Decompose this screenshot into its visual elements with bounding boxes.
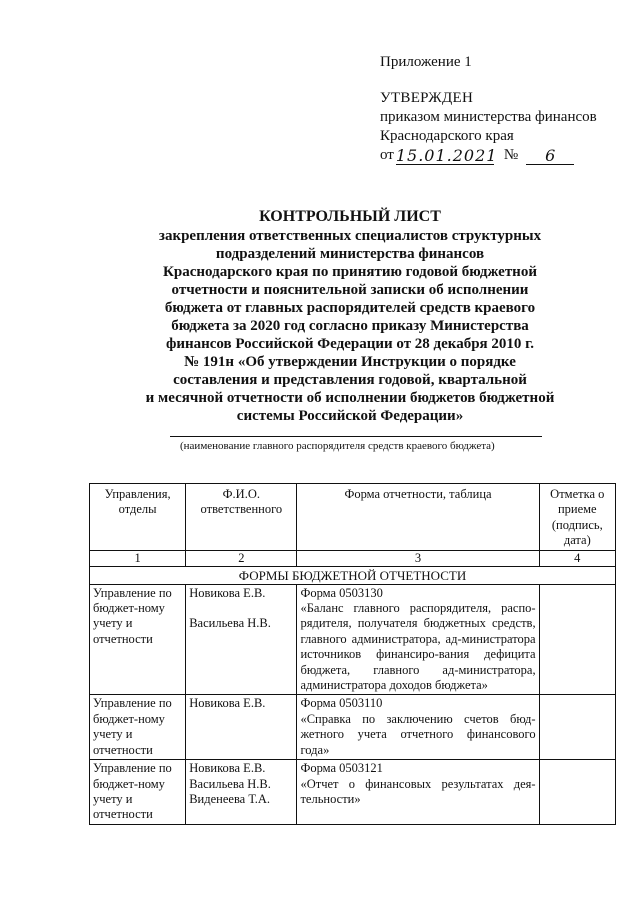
- form-code: Форма 0503130: [300, 585, 383, 600]
- responsible-cell: [186, 584, 297, 695]
- department-cell: Управление по бюджет-ному учету и отчетности: [90, 760, 186, 825]
- form-cell: [297, 584, 539, 695]
- responsible-cell: [186, 760, 297, 825]
- header-acceptance-mark: Отметка о приеме (подпись, дата): [539, 484, 615, 551]
- document-title-block: [120, 208, 580, 425]
- order-line-2: Краснодарского края: [380, 128, 514, 144]
- column-number: 4: [539, 550, 615, 566]
- acceptance-cell: [539, 760, 615, 825]
- header-departments: Управления, отделы: [90, 484, 186, 551]
- control-table: [89, 483, 616, 825]
- responsible-person: Новикова Е.В.: [189, 761, 266, 776]
- appendix-label: Приложение 1: [380, 54, 472, 70]
- form-description: «Справка по заключению счетов бюд-жетного учета отчетного финансового года»: [300, 711, 536, 757]
- department-cell: Управление по бюджет-ному учету и отчетности: [90, 695, 186, 760]
- approval-block: [380, 89, 597, 165]
- header-form: Форма отчетности, таблица: [297, 484, 539, 551]
- department-cell: Управление по бюджет-ному учету и отчетности: [90, 584, 186, 695]
- from-prefix: от: [380, 147, 394, 163]
- document-title: КОНТРОЛЬНЫЙ ЛИСТ: [259, 208, 441, 225]
- order-reference: [380, 146, 597, 165]
- approved-label: УТВЕРЖДЕН: [380, 90, 474, 106]
- table-row: [90, 695, 616, 760]
- responsible-cell: [186, 695, 297, 760]
- responsible-person: Васильева Н.В.: [189, 776, 271, 791]
- acceptance-cell: [539, 584, 615, 695]
- fill-in-caption: (наименование главного распорядителя средств краевого бюджета): [180, 440, 495, 452]
- responsible-person: Виденеева Т.А.: [189, 791, 271, 806]
- handwritten-date: 15.01.2021: [395, 146, 498, 165]
- table-row: [90, 760, 616, 825]
- fill-in-line: [170, 436, 542, 437]
- table-row: [90, 584, 616, 695]
- acceptance-cell: [539, 695, 615, 760]
- responsible-person: Новикова Е.В.: [189, 696, 266, 711]
- handwritten-number: 6: [526, 147, 574, 165]
- responsible-person: Новикова Е.В.: [189, 585, 266, 600]
- form-cell: [297, 760, 539, 825]
- section-row: [90, 566, 616, 584]
- form-code: Форма 0503110: [300, 696, 383, 711]
- form-description: «Баланс главного распорядителя, распо-рядителя, получателя бюджетных средств, главного администратора, ад-министратора источников финансиро-вания дефицита бюджета, главного ад-министратора, администратора доходов бюджета»: [300, 601, 536, 693]
- form-code: Форма 0503121: [300, 761, 383, 776]
- number-sign: №: [503, 147, 519, 163]
- table-header-row: [90, 484, 616, 551]
- form-cell: [297, 695, 539, 760]
- column-number: 3: [297, 550, 539, 566]
- column-number-row: [90, 550, 616, 566]
- column-number: 2: [186, 550, 297, 566]
- section-title: ФОРМЫ БЮДЖЕТНОЙ ОТЧЕТНОСТИ: [90, 566, 616, 584]
- document-subtitle: закрепления ответственных специалистов структурных подразделений министерства финансов Краснодарского края по принятию годовой бюджетной отчетности и пояснительной записки об исполнении бюджета от главных распорядителей средств краевого бюджета за 2020 год согласно приказу Министерства финансов Российской Федерации от 28 декабря 2010 г. № 191н «Об утверждении Инструкции о порядке составления и представления годовой, квартальной и месячной отчетности об исполнении бюджетов бюджетной системы Российской Федерации»: [145, 228, 555, 424]
- form-description: «Отчет о финансовых результатах дея-тельности»: [300, 776, 536, 806]
- order-line-1: приказом министерства финансов: [380, 109, 597, 125]
- header-responsible: Ф.И.О. ответственного: [186, 484, 297, 551]
- column-number: 1: [90, 550, 186, 566]
- responsible-person: Васильева Н.В.: [189, 616, 271, 631]
